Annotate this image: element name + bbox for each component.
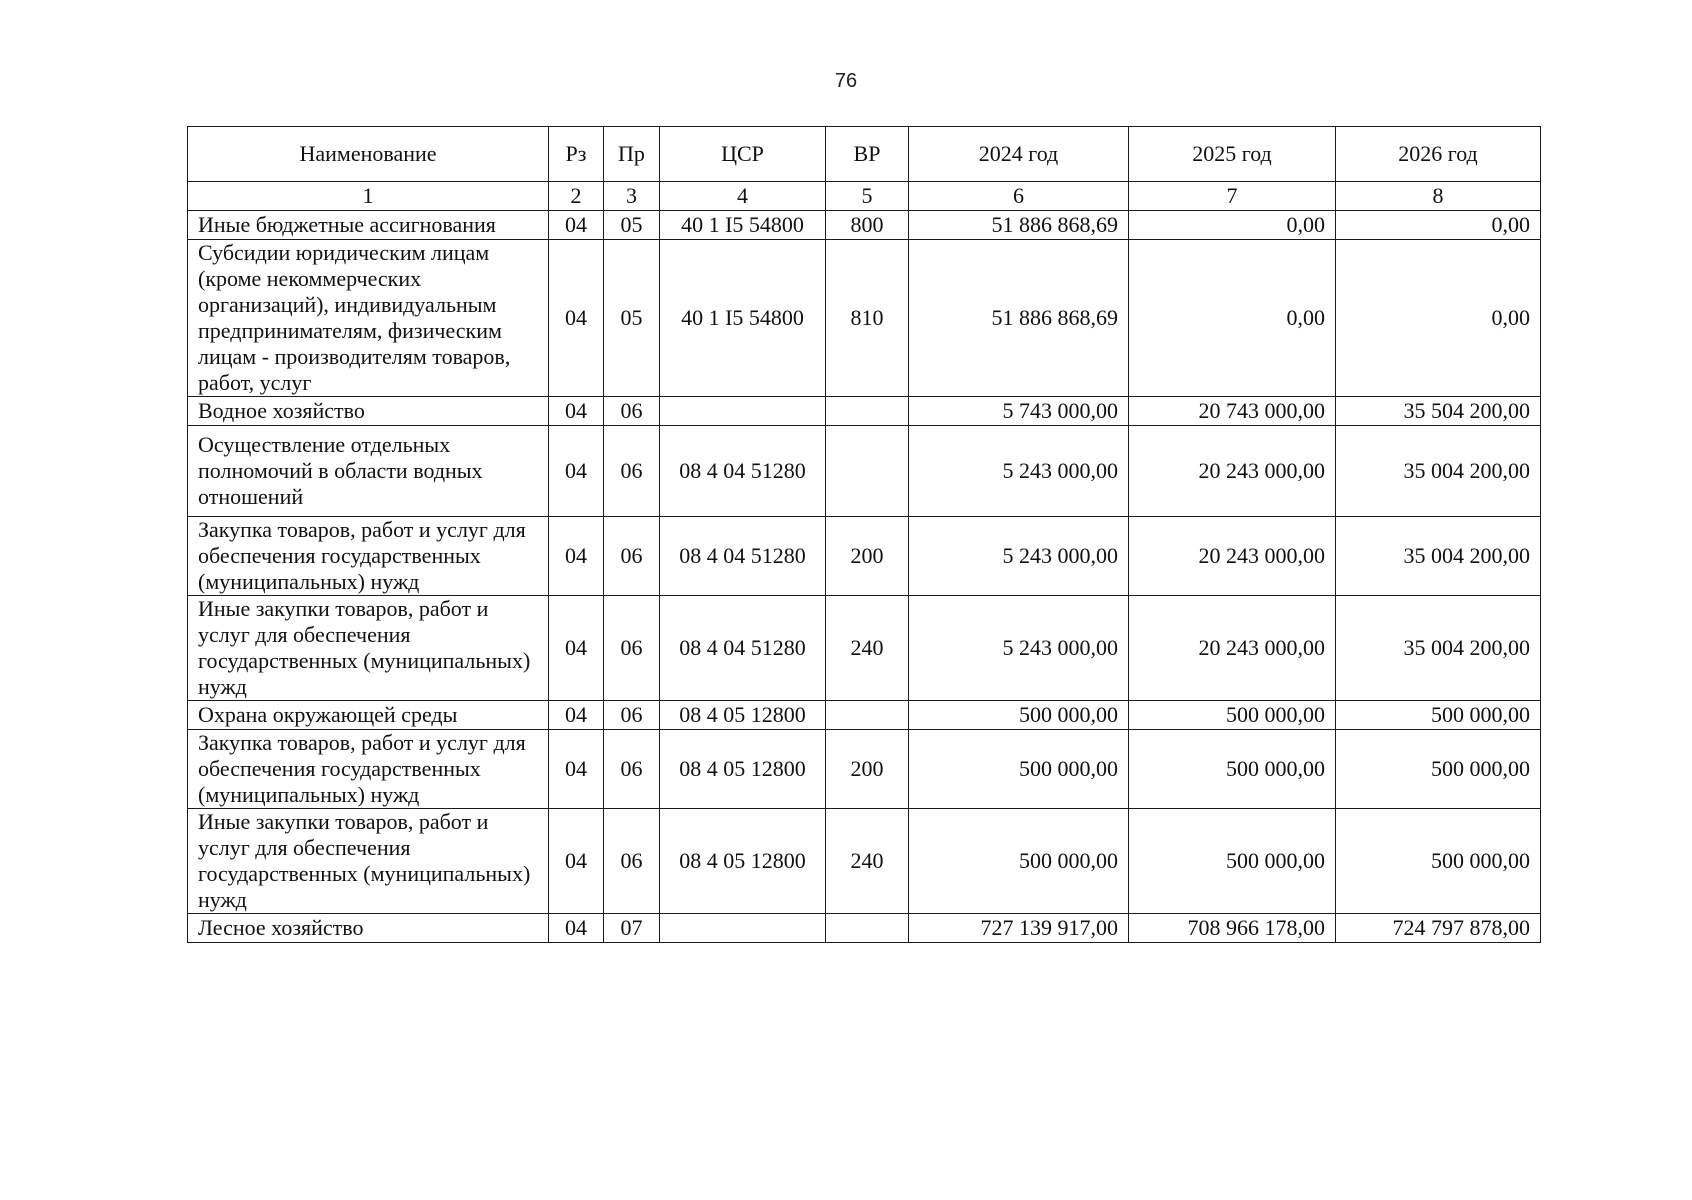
row-2026: 0,00 (1336, 240, 1541, 397)
row-name: Водное хозяйство (188, 397, 549, 426)
row-2025: 20 243 000,00 (1129, 517, 1336, 596)
header-rz: Рз (549, 127, 604, 182)
row-2026: 724 797 878,00 (1336, 914, 1541, 943)
row-2024: 5 243 000,00 (909, 517, 1129, 596)
row-csr: 08 4 05 12800 (660, 809, 826, 914)
row-2025: 500 000,00 (1129, 809, 1336, 914)
row-2024: 51 886 868,69 (909, 240, 1129, 397)
row-vr (826, 397, 909, 426)
row-vr: 800 (826, 211, 909, 240)
row-pr: 05 (604, 240, 660, 397)
row-2025: 0,00 (1129, 240, 1336, 397)
column-number: 4 (660, 182, 826, 211)
row-2025: 0,00 (1129, 211, 1336, 240)
row-name: Иные закупки товаров, работ и услуг для обеспечения государственных (муниципальных) нужд (188, 596, 549, 701)
table-row (188, 211, 1541, 240)
row-rz: 04 (549, 517, 604, 596)
row-rz: 04 (549, 596, 604, 701)
row-2026: 500 000,00 (1336, 701, 1541, 730)
table-row (188, 596, 1541, 701)
table-row (188, 517, 1541, 596)
page-number: 76 (834, 70, 858, 92)
row-2024: 5 743 000,00 (909, 397, 1129, 426)
row-rz: 04 (549, 240, 604, 397)
row-name: Осуществление отдельных полномочий в области водных отношений (188, 426, 549, 517)
row-csr: 08 4 04 51280 (660, 596, 826, 701)
row-rz: 04 (549, 701, 604, 730)
row-name: Закупка товаров, работ и услуг для обеспечения государственных (муниципальных) нужд (188, 517, 549, 596)
row-pr: 06 (604, 701, 660, 730)
row-2025: 20 743 000,00 (1129, 397, 1336, 426)
row-vr (826, 426, 909, 517)
row-vr: 200 (826, 517, 909, 596)
row-pr: 06 (604, 596, 660, 701)
row-2026: 500 000,00 (1336, 809, 1541, 914)
row-rz: 04 (549, 426, 604, 517)
row-pr: 06 (604, 517, 660, 596)
table-row (188, 914, 1541, 943)
row-2024: 5 243 000,00 (909, 596, 1129, 701)
row-vr: 810 (826, 240, 909, 397)
row-name: Иные бюджетные ассигнования (188, 211, 549, 240)
header-name: Наименование (188, 127, 549, 182)
column-number-row (188, 182, 1541, 211)
row-2025: 708 966 178,00 (1129, 914, 1336, 943)
row-name: Иные закупки товаров, работ и услуг для обеспечения государственных (муниципальных) нужд (188, 809, 549, 914)
row-csr (660, 397, 826, 426)
table-row (188, 240, 1541, 397)
header-pr: Пр (604, 127, 660, 182)
row-2024: 51 886 868,69 (909, 211, 1129, 240)
table-row (188, 701, 1541, 730)
row-name: Лесное хозяйство (188, 914, 549, 943)
row-vr (826, 701, 909, 730)
header-2026: 2026 год (1336, 127, 1541, 182)
header-row (188, 127, 1541, 182)
table-row (188, 426, 1541, 517)
header-vr: ВР (826, 127, 909, 182)
table-row (188, 809, 1541, 914)
row-csr: 40 1 I5 54800 (660, 240, 826, 397)
row-2024: 500 000,00 (909, 701, 1129, 730)
row-2025: 500 000,00 (1129, 730, 1336, 809)
column-number: 8 (1336, 182, 1541, 211)
row-pr: 06 (604, 730, 660, 809)
row-rz: 04 (549, 809, 604, 914)
row-rz: 04 (549, 730, 604, 809)
row-rz: 04 (549, 211, 604, 240)
row-2026: 35 004 200,00 (1336, 426, 1541, 517)
row-2025: 20 243 000,00 (1129, 426, 1336, 517)
row-csr: 08 4 04 51280 (660, 517, 826, 596)
row-2024: 727 139 917,00 (909, 914, 1129, 943)
column-number: 3 (604, 182, 660, 211)
row-name: Закупка товаров, работ и услуг для обеспечения государственных (муниципальных) нужд (188, 730, 549, 809)
row-pr: 05 (604, 211, 660, 240)
row-2026: 500 000,00 (1336, 730, 1541, 809)
row-vr: 240 (826, 596, 909, 701)
row-2024: 500 000,00 (909, 809, 1129, 914)
row-vr: 200 (826, 730, 909, 809)
header-csr: ЦСР (660, 127, 826, 182)
header-2024: 2024 год (909, 127, 1129, 182)
column-number: 6 (909, 182, 1129, 211)
table-row (188, 397, 1541, 426)
budget-table (187, 126, 1541, 943)
row-csr: 08 4 04 51280 (660, 426, 826, 517)
column-number: 1 (188, 182, 549, 211)
table-row (188, 730, 1541, 809)
row-2026: 35 004 200,00 (1336, 517, 1541, 596)
row-2024: 500 000,00 (909, 730, 1129, 809)
column-number: 5 (826, 182, 909, 211)
header-2025: 2025 год (1129, 127, 1336, 182)
column-number: 7 (1129, 182, 1336, 211)
row-2026: 35 504 200,00 (1336, 397, 1541, 426)
column-number: 2 (549, 182, 604, 211)
row-pr: 06 (604, 426, 660, 517)
row-pr: 06 (604, 809, 660, 914)
row-vr: 240 (826, 809, 909, 914)
row-name: Охрана окружающей среды (188, 701, 549, 730)
row-rz: 04 (549, 914, 604, 943)
row-2025: 500 000,00 (1129, 701, 1336, 730)
row-2026: 35 004 200,00 (1336, 596, 1541, 701)
row-csr (660, 914, 826, 943)
row-name: Субсидии юридическим лицам (кроме некоммерческих организаций), индивидуальным предпринимателям, физическим лицам - производителям товаров, работ, услуг (188, 240, 549, 397)
row-csr: 08 4 05 12800 (660, 730, 826, 809)
row-csr: 40 1 I5 54800 (660, 211, 826, 240)
row-2026: 0,00 (1336, 211, 1541, 240)
row-csr: 08 4 05 12800 (660, 701, 826, 730)
row-pr: 07 (604, 914, 660, 943)
row-pr: 06 (604, 397, 660, 426)
row-rz: 04 (549, 397, 604, 426)
row-2025: 20 243 000,00 (1129, 596, 1336, 701)
row-2024: 5 243 000,00 (909, 426, 1129, 517)
row-vr (826, 914, 909, 943)
